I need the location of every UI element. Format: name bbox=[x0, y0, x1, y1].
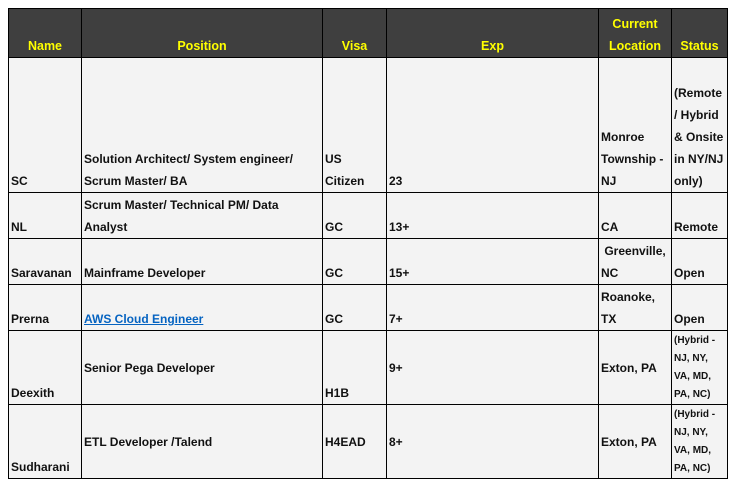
candidates-table bbox=[8, 8, 728, 479]
cell-name: Sudharani bbox=[9, 405, 82, 479]
header-row bbox=[9, 9, 728, 58]
cell-visa: GC bbox=[323, 285, 387, 331]
cell-name: Prerna bbox=[9, 285, 82, 331]
cell-position: Solution Architect/ System engineer/ Scrum Master/ BA bbox=[82, 58, 323, 193]
cell-visa: US Citizen bbox=[323, 58, 387, 193]
table-row bbox=[9, 239, 728, 285]
cell-status: (Remote / Hybrid & Onsite in NY/NJ only) bbox=[672, 58, 728, 193]
header-visa: Visa bbox=[323, 9, 387, 58]
cell-location: Greenville, NC bbox=[599, 239, 672, 285]
cell-name: Saravanan bbox=[9, 239, 82, 285]
cell-location: CA bbox=[599, 193, 672, 239]
cell-visa: H4EAD bbox=[323, 405, 387, 479]
cell-status: (Hybrid - NJ, NY, VA, MD, PA, NC) bbox=[672, 405, 728, 479]
cell-exp: 7+ bbox=[387, 285, 599, 331]
cell-status: (Hybrid - NJ, NY, VA, MD, PA, NC) bbox=[672, 331, 728, 405]
cell-position: Scrum Master/ Technical PM/ Data Analyst bbox=[82, 193, 323, 239]
header-exp: Exp bbox=[387, 9, 599, 58]
cell-visa: GC bbox=[323, 193, 387, 239]
cell-exp: 15+ bbox=[387, 239, 599, 285]
cell-exp: 13+ bbox=[387, 193, 599, 239]
cell-location: Exton, PA bbox=[599, 331, 672, 405]
cell-position: Senior Pega Developer bbox=[82, 331, 323, 405]
cell-status: Open bbox=[672, 239, 728, 285]
cell-exp: 8+ bbox=[387, 405, 599, 479]
cell-status: Open bbox=[672, 285, 728, 331]
table-row bbox=[9, 405, 728, 479]
cell-position bbox=[82, 285, 323, 331]
cell-visa: GC bbox=[323, 239, 387, 285]
header-position: Position bbox=[82, 9, 323, 58]
cell-location: Roanoke, TX bbox=[599, 285, 672, 331]
header-name: Name bbox=[9, 9, 82, 58]
cell-position: ETL Developer /Talend bbox=[82, 405, 323, 479]
table-row bbox=[9, 58, 728, 193]
cell-name: Deexith bbox=[9, 331, 82, 405]
cell-position: Mainframe Developer bbox=[82, 239, 323, 285]
position-link[interactable]: AWS Cloud Engineer bbox=[84, 312, 204, 326]
table-row bbox=[9, 193, 728, 239]
table-row bbox=[9, 331, 728, 405]
cell-visa: H1B bbox=[323, 331, 387, 405]
cell-exp: 9+ bbox=[387, 331, 599, 405]
cell-location: Exton, PA bbox=[599, 405, 672, 479]
cell-exp: 23 bbox=[387, 58, 599, 193]
cell-name: NL bbox=[9, 193, 82, 239]
cell-name: SC bbox=[9, 58, 82, 193]
cell-location: Monroe Township - NJ bbox=[599, 58, 672, 193]
header-location: Current Location bbox=[599, 9, 672, 58]
table-row bbox=[9, 285, 728, 331]
header-status: Status bbox=[672, 9, 728, 58]
cell-status: Remote bbox=[672, 193, 728, 239]
